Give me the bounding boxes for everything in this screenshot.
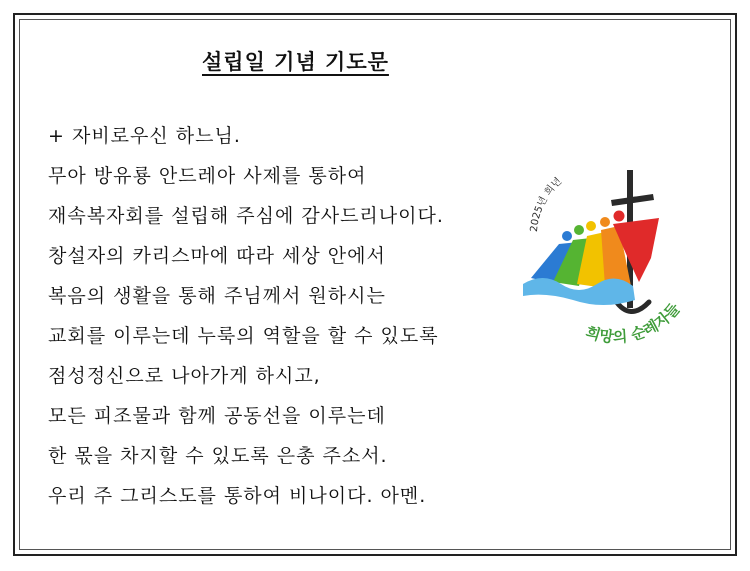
prayer-text (48, 122, 444, 522)
jubilee-logo (515, 160, 715, 350)
prayer-line: 점성정신으로 나아가게 하시고, (48, 365, 321, 387)
logo-year-text: 2025년 희년 (528, 175, 565, 233)
prayer-line: 복음의 생활을 통해 주님께서 원하시는 (48, 285, 386, 307)
prayer-line: + 자비로우신 하느님. (48, 125, 241, 147)
logo-pilgrims-text: 희망의 순례자들 (583, 299, 684, 347)
prayer-line: 무아 방유룡 안드레아 사제를 통하여 (48, 165, 367, 187)
prayer-line: 교회를 이루는데 누룩의 역할을 할 수 있도록 (48, 325, 439, 347)
prayer-line: 우리 주 그리스도를 통하여 비나이다. 아멘. (48, 485, 427, 507)
prayer-line: 창설자의 카리스마에 따라 세상 안에서 (48, 245, 386, 267)
prayer-line: 재속복자회를 설립해 주심에 감사드리나이다. (48, 205, 444, 227)
pilgrim-figures-icon (531, 211, 659, 289)
document-title: 설립일 기념 기도문 (202, 49, 389, 74)
prayer-line: 모든 피조물과 함께 공동선을 이루는데 (48, 405, 386, 427)
prayer-line: 한 몫을 차지할 수 있도록 은총 주소서. (48, 445, 388, 467)
